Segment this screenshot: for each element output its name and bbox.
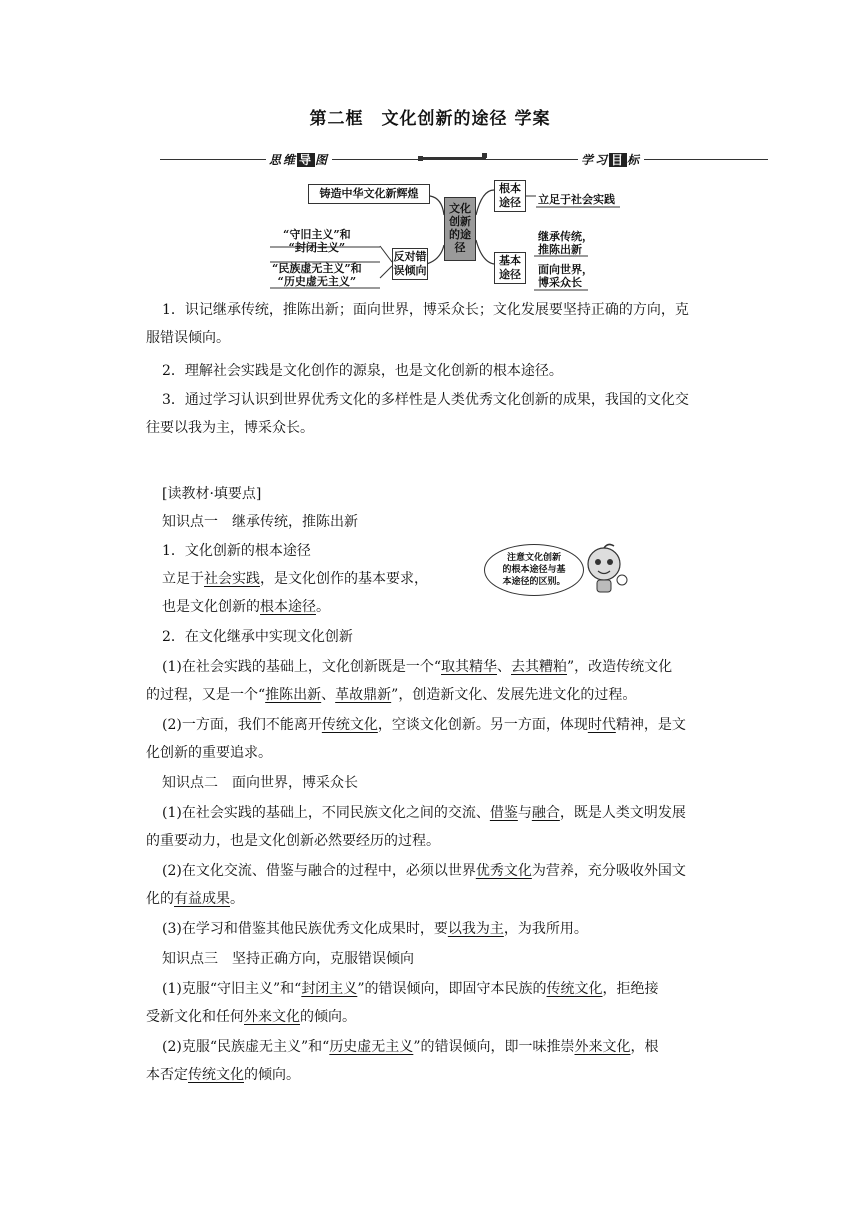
mindmap-right-bottom-item2: 面向世界， 博采众长 bbox=[538, 263, 593, 289]
k3-p2-line2: 本否定传统文化的倾向。 bbox=[146, 1067, 300, 1083]
k2-p1-line2: 的重要动力，也是文化创新必然要经历的过程。 bbox=[146, 833, 440, 849]
mindmap-right-top-item: 立足于社会实践 bbox=[538, 193, 615, 206]
k2-p3: (3)在学习和借鉴其他民族优秀文化成果时，要以我为主，为我所用。 bbox=[162, 921, 588, 937]
mindmap-right-bottom: 基本 途径 bbox=[494, 252, 526, 284]
mindmap-left-item-bottom: “民族虚无主义”和 “历史虚无主义” bbox=[272, 262, 362, 288]
mindmap-left-item-top: “守旧主义”和 “封闭主义” bbox=[283, 228, 351, 254]
mindmap-left-mid: 反对错 误倾向 bbox=[392, 248, 428, 280]
section-label: [读教材·填要点] bbox=[162, 486, 262, 502]
k3-heading: 知识点三 坚持正确方向，克服错误倾向 bbox=[162, 951, 414, 967]
k2-p2-line1: (2)在文化交流、借鉴与融合的过程中，必须以世界优秀文化为营养，充分吸收外国文 bbox=[162, 863, 686, 879]
k3-p1-line1: (1)克服“守旧主义”和“封闭主义”的错误倾向，即固守本民族的传统文化，拒绝接 bbox=[162, 981, 659, 997]
mascot-icon bbox=[580, 540, 630, 600]
k1-heading: 知识点一 继承传统，推陈出新 bbox=[162, 514, 358, 530]
k3-p2-line1: (2)克服“民族虚无主义”和“历史虚无主义”的错误倾向，即一味推崇外来文化，根 bbox=[162, 1039, 659, 1055]
k1-p2-line1: (2)一方面，我们不能离开传统文化，空谈文化创新。另一方面，体现时代精神，是文 bbox=[162, 717, 686, 733]
mindmap-left-top: 铸造中华文化新辉煌 bbox=[308, 184, 430, 204]
k1-p1-line2: 的过程，又是一个“推陈出新、革故鼎新”，创造新文化、发展先进文化的过程。 bbox=[146, 687, 637, 703]
k2-heading: 知识点二 面向世界，博采众长 bbox=[162, 775, 358, 791]
k1-sub2: 2．在文化继承中实现文化创新 bbox=[162, 629, 353, 645]
k2-p1-line1: (1)在社会实践的基础上，不同民族文化之间的交流、借鉴与融合，既是人类文明发展 bbox=[162, 805, 686, 821]
objective-2: 2．理解社会实践是文化创作的源泉，也是文化创新的根本途径。 bbox=[162, 363, 563, 379]
k1-sub1: 1．文化创新的根本途径 bbox=[162, 543, 311, 559]
objective-3: 3．通过学习认识到世界优秀文化的多样性是人类优秀文化创新的成果，我国的文化交 往要以我为主，博采众长。 bbox=[146, 392, 689, 436]
k1-p1-line1: (1)在社会实践的基础上，文化创新既是一个“取其精华、去其糟粕”，改造传统文化 bbox=[162, 659, 673, 675]
mindmap-banner: 思维 导 图 bbox=[266, 151, 332, 168]
k3-p1-line2: 受新文化和任何外来文化的倾向。 bbox=[146, 1009, 356, 1025]
objective-1: 1．识记继承传统，推陈出新；面向世界，博采众长；文化发展要坚持正确的方向，克 服错误倾向。 bbox=[146, 302, 689, 346]
mindmap-right-bottom-item1: 继承传统， 推陈出新 bbox=[538, 230, 593, 256]
page-title: 第二框 文化创新的途径 学案 bbox=[309, 109, 551, 129]
mindmap-center: 文化 创新 的途 径 bbox=[444, 197, 476, 261]
k1-line2: 也是文化创新的根本途径。 bbox=[162, 599, 330, 615]
mindmap-right-top: 根本 途径 bbox=[494, 180, 526, 212]
k1-p2-line2: 化创新的重要追求。 bbox=[146, 745, 272, 761]
k2-p2-line2: 化的有益成果。 bbox=[146, 891, 244, 907]
note-bubble: 注意文化创新 的根本途径与基 本途径的区别。 bbox=[484, 544, 584, 596]
k1-line1: 立足于社会实践，是文化创作的基本要求， bbox=[162, 571, 428, 587]
objectives-banner: 学习 目 标 bbox=[578, 151, 644, 168]
mindmap-connectors bbox=[0, 0, 860, 300]
